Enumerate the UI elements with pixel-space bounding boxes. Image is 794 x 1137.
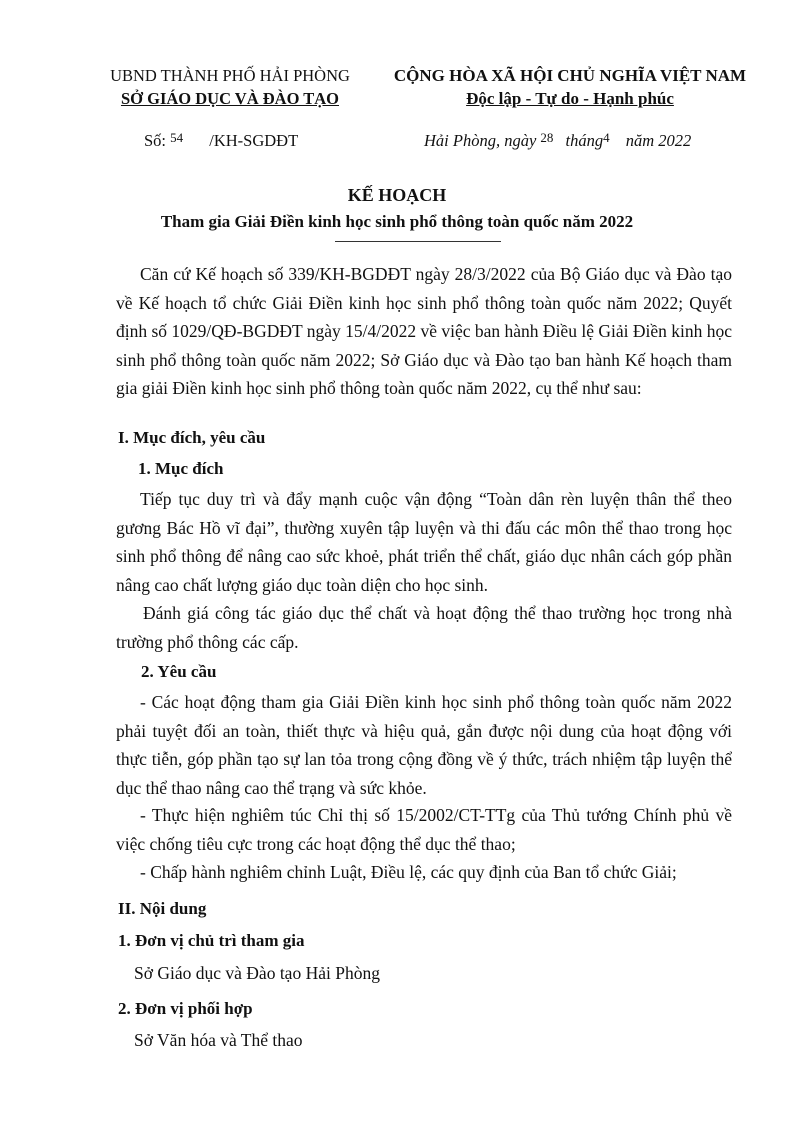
section1-sub2-paragraph2: - Thực hiện nghiêm túc Chỉ thị số 15/2002/CT-TTg của Thủ tướng Chính phủ về việc chống tiêu cực trong các hoạt động thể dục thể thao; [116, 805, 732, 854]
date-year: năm 2022 [625, 131, 692, 150]
section2-sub2-text: Sở Văn hóa và Thể thao [134, 1030, 303, 1050]
document-number [144, 130, 298, 153]
so-number: 54 [170, 130, 184, 145]
section1-sub2-paragraph3: - Chấp hành nghiêm chỉnh Luật, Điều lệ, các quy định của Ban tổ chức Giải; [140, 862, 677, 882]
date-day: 28 [540, 130, 554, 145]
section1-sub1-paragraph1: Tiếp tục duy trì và đẩy mạnh cuộc vận động “Toàn dân rèn luyện thân thể theo gương Bác Hồ vĩ đại”, thường xuyên tập luyện và thi đấu các môn thể thao trong học sinh phổ thông để nâng cao sức khoẻ, phát triển thể chất, giáo dục nhân cách góp phần nâng cao chất lượng giáo dục toàn diện cho học sinh. [116, 489, 732, 595]
section1-sub2-paragraph1: - Các hoạt động tham gia Giải Điền kinh học sinh phổ thông toàn quốc năm 2022 phải tuyệt đối an toàn, thiết thực và hiệu quả, gắn được nội dung của hoạt động với thực tiễn, góp phần tạo sự lan tỏa trong cộng đồng về ý thức, trách nhiệm tập luyện thể dục thể thao nâng cao thể trạng và sức khỏe. [116, 692, 732, 798]
date-month-label: tháng [565, 131, 604, 150]
so-label: Số: [144, 131, 167, 150]
national-header [382, 64, 758, 110]
issuer-block [96, 64, 364, 110]
section2-sub1-text: Sở Giáo dục và Đào tạo Hải Phòng [134, 963, 380, 983]
so-code: /KH-SGDĐT [209, 131, 299, 150]
date-prefix: Hải Phòng, ngày [424, 131, 537, 150]
document-title: KẾ HOẠCH [347, 185, 447, 205]
place-date [424, 130, 691, 153]
section1-sub1-paragraph2: Đánh giá công tác giáo dục thể chất và hoạt động thể thao trường học trong nhà trường phổ thông các cấp. [116, 603, 732, 652]
intro-paragraph: Căn cứ Kế hoạch số 339/KH-BGDĐT ngày 28/3/2022 của Bộ Giáo dục và Đào tạo về Kế hoạch tổ chức Giải Điền kinh học sinh phổ thông toàn quốc năm 2022; Quyết định số 1029/QĐ-BGDĐT ngày 15/4/2022 về việc ban hành Điều lệ Giải Điền kinh học sinh phổ thông toàn quốc năm 2022; Sở Giáo dục và Đào tạo ban hành Kế hoạch tham gia giải Điền kinh học sinh phổ thông toàn quốc năm 2022, cụ thể như sau: [116, 264, 732, 398]
document-subtitle: Tham gia Giải Điền kinh học sinh phổ thông toàn quốc năm 2022 [160, 212, 634, 231]
national-motto: Độc lập - Tự do - Hạnh phúc [466, 89, 674, 108]
section1-sub1-heading: 1. Mục đích [138, 459, 224, 478]
section1-heading: I. Mục đích, yêu cầu [118, 428, 266, 447]
date-month: 4 [603, 130, 610, 145]
title-divider [335, 241, 501, 242]
national-title: CỘNG HÒA XÃ HỘI CHỦ NGHĨA VIỆT NAM [393, 66, 747, 85]
issuer-parent: UBND THÀNH PHỐ HẢI PHÒNG [110, 66, 350, 85]
section2-sub1-heading: 1. Đơn vị chủ trì tham gia [118, 931, 305, 950]
section2-heading: II. Nội dung [118, 899, 207, 918]
section2-sub2-heading: 2. Đơn vị phối hợp [118, 999, 253, 1018]
issuer-name: SỞ GIÁO DỤC VÀ ĐÀO TẠO [120, 89, 340, 108]
section1-sub2-heading: 2. Yêu cầu [141, 662, 217, 681]
